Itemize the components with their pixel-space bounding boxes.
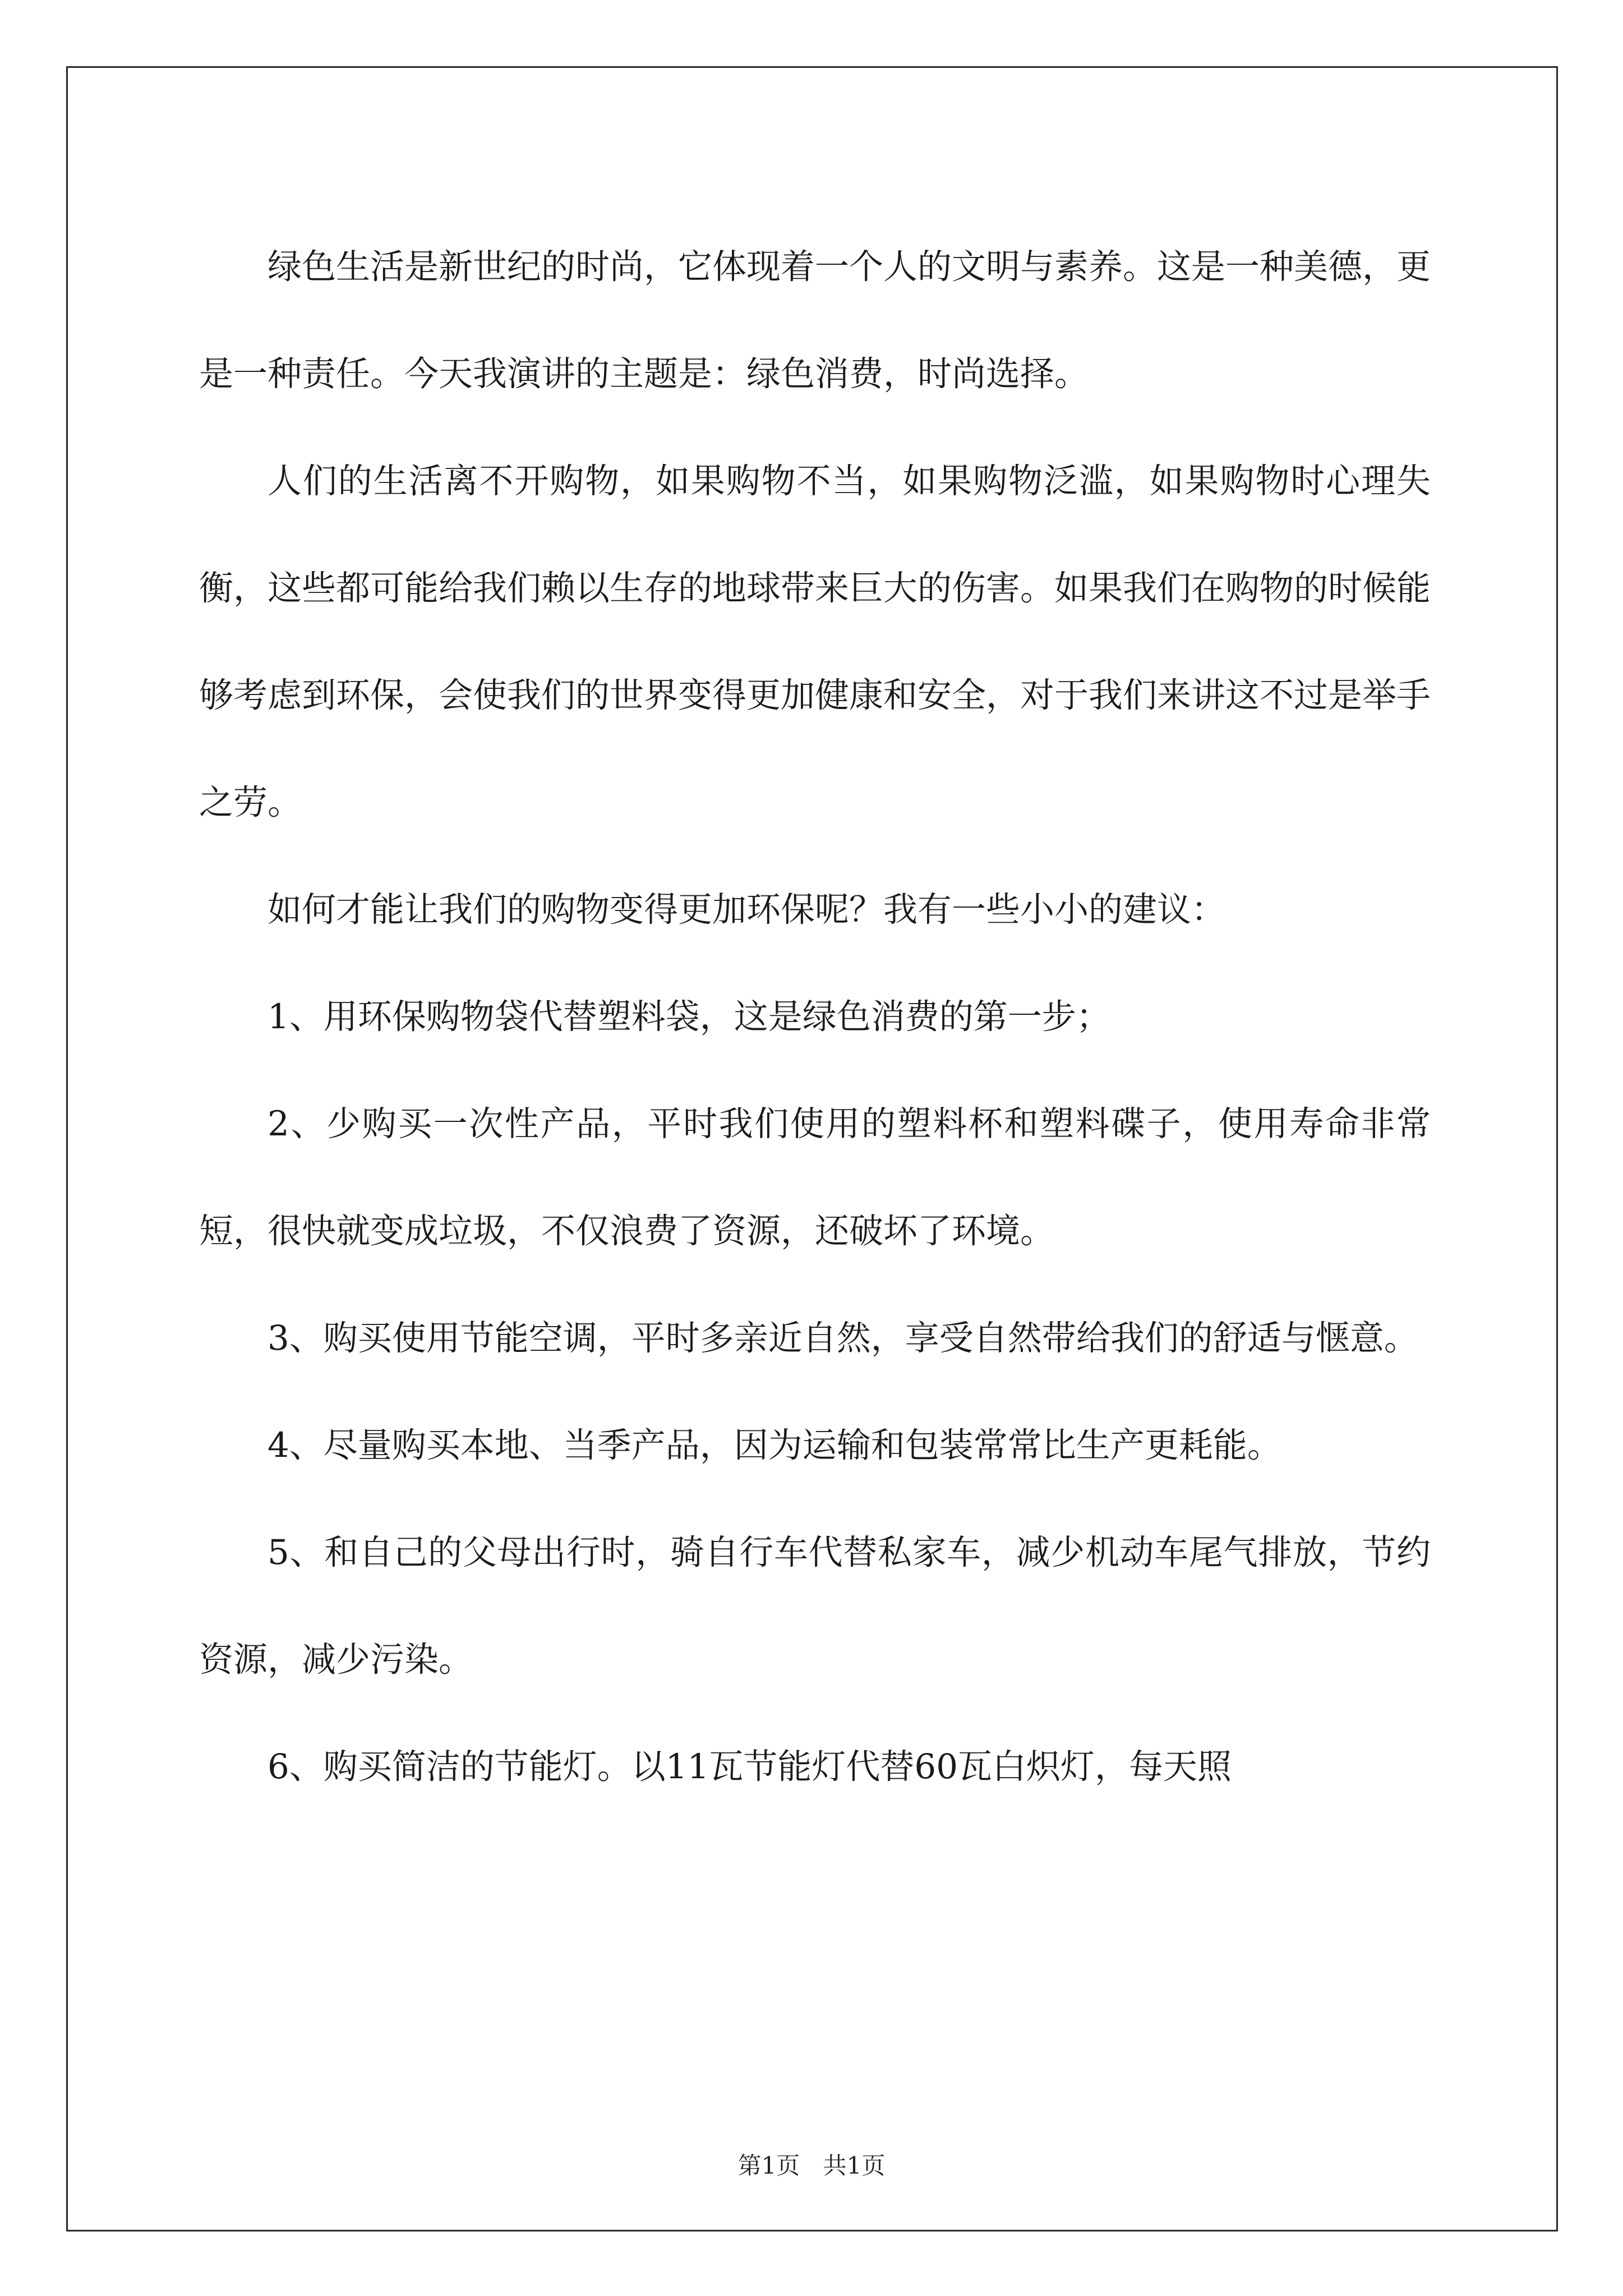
list-item: 1、用环保购物袋代替塑料袋，这是绿色消费的第一步；: [268, 997, 1110, 1037]
page-number-current: 第1页: [737, 2152, 800, 2179]
list-item: 3、购买使用节能空调，平时多亲近自然，享受自然带给我们的舒适与惬意。: [268, 1318, 1418, 1358]
paragraph: 如何才能让我们的购物变得更加环保呢？我有一些小小的建议：: [268, 890, 1226, 930]
document-body: [199, 213, 1431, 1820]
page-number-total: 共1页: [823, 2152, 886, 2179]
list-item: 2、少购买一次性产品，平时我们使用的塑料杯和塑料碟子，使用寿命非常短，很快就变成垃圾，不仅浪费了资源，还破坏了环境。: [199, 1104, 1431, 1251]
list-item: 5、和自己的父母出行时，骑自行车代替私家车，减少机动车尾气排放，节约资源，减少污染。: [199, 1533, 1431, 1680]
list-item: 6、购买简洁的节能灯。以11瓦节能灯代替60瓦白炽灯，每天照: [268, 1747, 1232, 1787]
page-footer: [0, 2147, 1623, 2181]
paragraph: 绿色生活是新世纪的时尚，它体现着一个人的文明与素养。这是一种美德，更是一种责任。今天我演讲的主题是：绿色消费，时尚选择。: [199, 247, 1431, 394]
list-item: 4、尽量购买本地、当季产品，因为运输和包装常常比生产更耗能。: [268, 1425, 1281, 1465]
paragraph: 人们的生活离不开购物，如果购物不当，如果购物泛滥，如果购物时心理失衡，这些都可能给我们赖以生存的地球带来巨大的伤害。如果我们在购物的时候能够考虑到环保，会使我们的世界变得更加健康和安全，对于我们来讲这不过是举手之劳。: [199, 461, 1431, 822]
